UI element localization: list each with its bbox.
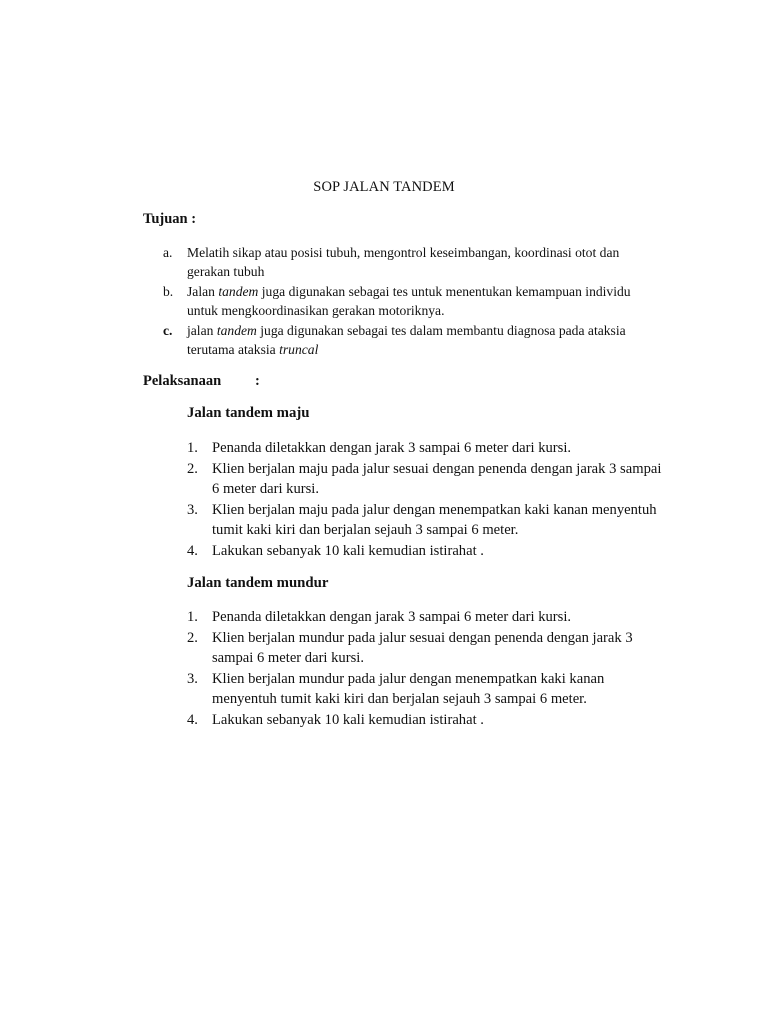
- list-item: [163, 321, 663, 360]
- list-marker: 1.: [187, 440, 198, 456]
- list-item: [187, 459, 667, 500]
- maju-heading: Jalan tandem maju: [187, 405, 310, 421]
- list-item: [187, 438, 667, 459]
- list-marker: 3.: [187, 670, 198, 687]
- list-marker: a.: [163, 245, 173, 260]
- item-italic-text: truncal: [279, 342, 319, 358]
- step-text: Penanda diletakkan dengan jarak 3 sampai 6 meter dari kursi.: [212, 440, 572, 456]
- item-italic-text: tandem: [216, 322, 257, 338]
- step-text: Klien berjalan maju pada jalur sesuai dengan penenda dengan jarak 3 sampai 6 meter dari kursi.: [212, 460, 662, 498]
- item-text: jalan: [187, 322, 217, 338]
- list-marker: 2.: [187, 460, 198, 477]
- list-item: [163, 282, 663, 321]
- list-marker: b.: [163, 283, 174, 299]
- step-text: Klien berjalan maju pada jalur dengan menempatkan kaki kanan menyentuh tumit kaki kiri dan berjalan sejauh 3 sampai 6 meter.: [212, 501, 657, 539]
- document-title: SOP JALAN TANDEM: [313, 179, 455, 195]
- maju-steps-list: [187, 438, 667, 562]
- item-text: juga digunakan sebagai tes dalam membantu diagnosa pada ataksia terutama ataksia: [187, 322, 626, 358]
- list-item: [187, 669, 667, 710]
- list-item: [187, 607, 667, 628]
- mundur-heading: Jalan tandem mundur: [187, 575, 329, 591]
- list-marker: 1.: [187, 609, 198, 625]
- step-text: Lakukan sebanyak 10 kali kemudian istirahat .: [212, 711, 484, 728]
- list-item: [187, 710, 667, 731]
- step-text: Lakukan sebanyak 10 kali kemudian istirahat .: [212, 542, 484, 559]
- list-item: [187, 500, 667, 541]
- list-marker: 4.: [187, 542, 198, 559]
- list-marker: 2.: [187, 629, 198, 646]
- item-text: Jalan: [187, 283, 219, 299]
- list-marker: c.: [163, 322, 173, 338]
- item-text: Melatih sikap atau posisi tubuh, mengontrol keseimbangan, koordinasi otot dan gerakan tubuh: [187, 245, 620, 280]
- list-item: [187, 541, 667, 562]
- pelaksanaan-colon: :: [255, 373, 260, 389]
- pelaksanaan-label: Pelaksanaan: [143, 373, 222, 389]
- item-italic-text: tandem: [218, 283, 259, 299]
- mundur-steps-list: [187, 607, 667, 731]
- tujuan-list: [163, 243, 663, 359]
- step-text: Klien berjalan mundur pada jalur dengan menempatkan kaki kanan menyentuh tumit kaki kiri dan berjalan sejauh 3 sampai 6 meter.: [212, 670, 605, 708]
- step-text: Penanda diletakkan dengan jarak 3 sampai 6 meter dari kursi.: [212, 609, 572, 625]
- list-item: [163, 243, 663, 282]
- list-marker: 3.: [187, 501, 198, 518]
- list-item: [187, 628, 667, 669]
- pelaksanaan-heading: [143, 373, 260, 390]
- item-text: juga digunakan sebagai tes untuk menentukan kemampuan individu untuk mengkoordinasikan gerakan motoriknya.: [187, 283, 631, 319]
- tujuan-heading: Tujuan :: [143, 211, 197, 227]
- list-marker: 4.: [187, 711, 198, 728]
- step-text: Klien berjalan mundur pada jalur sesuai dengan penenda dengan jarak 3 sampai 6 meter dari kursi.: [212, 629, 633, 667]
